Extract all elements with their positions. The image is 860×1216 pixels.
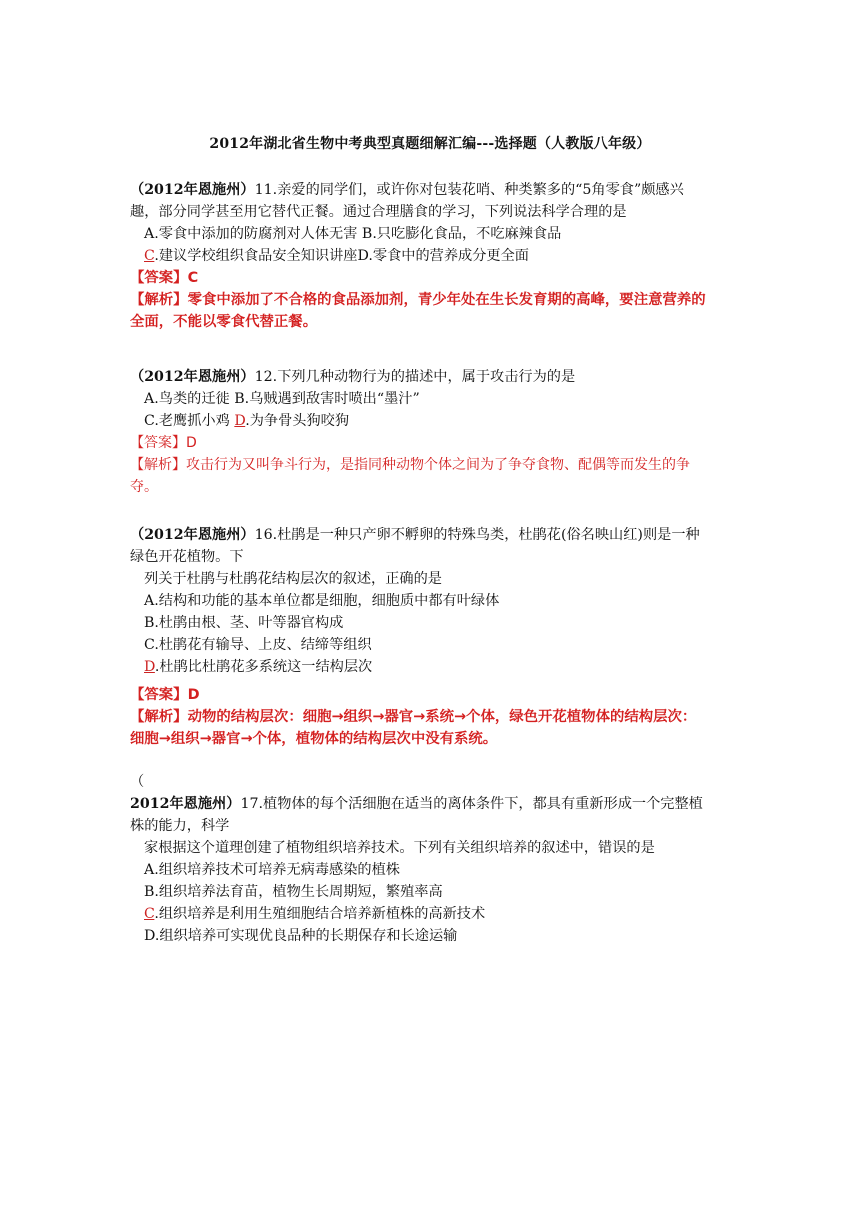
q11-source: （2012年恩施州） — [130, 182, 255, 198]
q11-stem-line2: 趣，部分同学甚至用它替代正餐。通过合理膳食的学习，下列说法科学合理的是 — [130, 204, 627, 220]
question-12 — [130, 366, 740, 498]
q16-option-a: A.结构和功能的基本单位都是细胞，细胞质中都有叶绿体 — [144, 593, 500, 609]
q12-options-ab — [130, 388, 740, 410]
q17-option-b: B.组织培养法育苗，植物生长周期短，繁殖率高 — [144, 884, 443, 900]
q17-stem-line3: 家根据这个道理创建了植物组织培养技术。下列有关组织培养的叙述中，错误的是 — [144, 840, 655, 856]
q16-explanation-line1: 【解析】动物的结构层次：细胞→组织→器官→系统→个体，绿色开花植物体的结构层次： — [130, 709, 697, 725]
q12-answer: 【答案】D — [130, 435, 197, 451]
q12-option-a: A.鸟类的迁徙 — [144, 391, 230, 407]
q11-answer: 【答案】C — [130, 270, 199, 286]
q17-stem-line1: 2012年恩施州）17.植物体的每个活细胞在适当的离体条件下，都具有重新形成一个完整植 — [130, 796, 703, 812]
q12-option-d: D.为争骨头狗咬狗 — [234, 413, 350, 429]
q16-explanation-line2: 细胞→组织→器官→个体，植物体的结构层次中没有系统。 — [130, 731, 498, 747]
q12-stem: （2012年恩施州）12.下列几种动物行为的描述中，属于攻击行为的是 — [130, 369, 576, 385]
document-title: 2012年湖北省生物中考典型真题细解汇编---选择题（人教版八年级） — [209, 136, 651, 152]
question-17 — [130, 771, 740, 947]
q11-option-d: D.零食中的营养成分更全面 — [357, 248, 529, 264]
q12-explanation-line2: 夺。 — [130, 479, 158, 495]
q11-option-c: C.建议学校组织食品安全知识讲座 — [144, 248, 358, 264]
q16-stem-line3: 列关于杜鹃与杜鹃花结构层次的叙述，正确的是 — [144, 571, 442, 587]
q12-option-c: C.老鹰抓小鸡 — [144, 413, 230, 429]
q16-option-b: B.杜鹃由根、茎、叶等器官构成 — [144, 615, 344, 631]
q11-stem-line1: （2012年恩施州）11.亲爱的同学们，或许你对包装花哨、种类繁多的“5角零食”颇感兴 — [130, 182, 684, 198]
q12-source: （2012年恩施州） — [130, 369, 255, 385]
q16-option-d: D.杜鹃比杜鹃花多系统这一结构层次 — [144, 659, 373, 675]
q12-option-b: B.乌贼遇到敌害时喷出“墨汁” — [234, 391, 420, 407]
q11-explanation-line1: 【解析】零食中添加了不合格的食品添加剂，青少年处在生长发育期的高峰，要注意营养的 — [130, 292, 706, 308]
q12-explanation-line1: 【解析】攻击行为又叫争斗行为，是指同种动物个体之间为了争夺食物、配偶等而发生的争 — [130, 457, 690, 473]
q16-answer: 【答案】D — [130, 687, 200, 703]
question-16 — [130, 524, 740, 750]
q17-option-a: A.组织培养技术可培养无病毒感染的植株 — [144, 862, 400, 878]
q11-option-a: A.零食中添加的防腐剂对人体无害 — [144, 226, 358, 242]
q11-options-cd — [130, 245, 740, 267]
q17-source: 2012年恩施州） — [130, 796, 241, 812]
q17-stem-line2: 株的能力，科学 — [130, 818, 230, 834]
q17-option-d: D.组织培养可实现优良品种的长期保存和长途运输 — [144, 928, 458, 944]
q16-source: （2012年恩施州） — [130, 527, 255, 543]
q11-explanation-line2: 全面，不能以零食代替正餐。 — [130, 314, 318, 330]
q11-option-b: B.只吃膨化食品，不吃麻辣食品 — [361, 226, 562, 242]
q16-option-c: C.杜鹃花有输导、上皮、结缔等组织 — [144, 637, 372, 653]
q16-stem-line2: 绿色开花植物。下 — [130, 549, 244, 565]
q12-options-cd — [130, 410, 740, 432]
q17-option-c: C.组织培养是利用生殖细胞结合培养新植株的高新技术 — [144, 906, 486, 922]
q11-options-ab — [130, 223, 740, 245]
q16-stem-line1: （2012年恩施州）16.杜鹃是一种只产卵不孵卵的特殊鸟类，杜鹃花(俗名映山红)则是一种 — [130, 527, 700, 543]
question-11 — [130, 179, 740, 333]
q17-open-paren: （ — [130, 774, 145, 790]
